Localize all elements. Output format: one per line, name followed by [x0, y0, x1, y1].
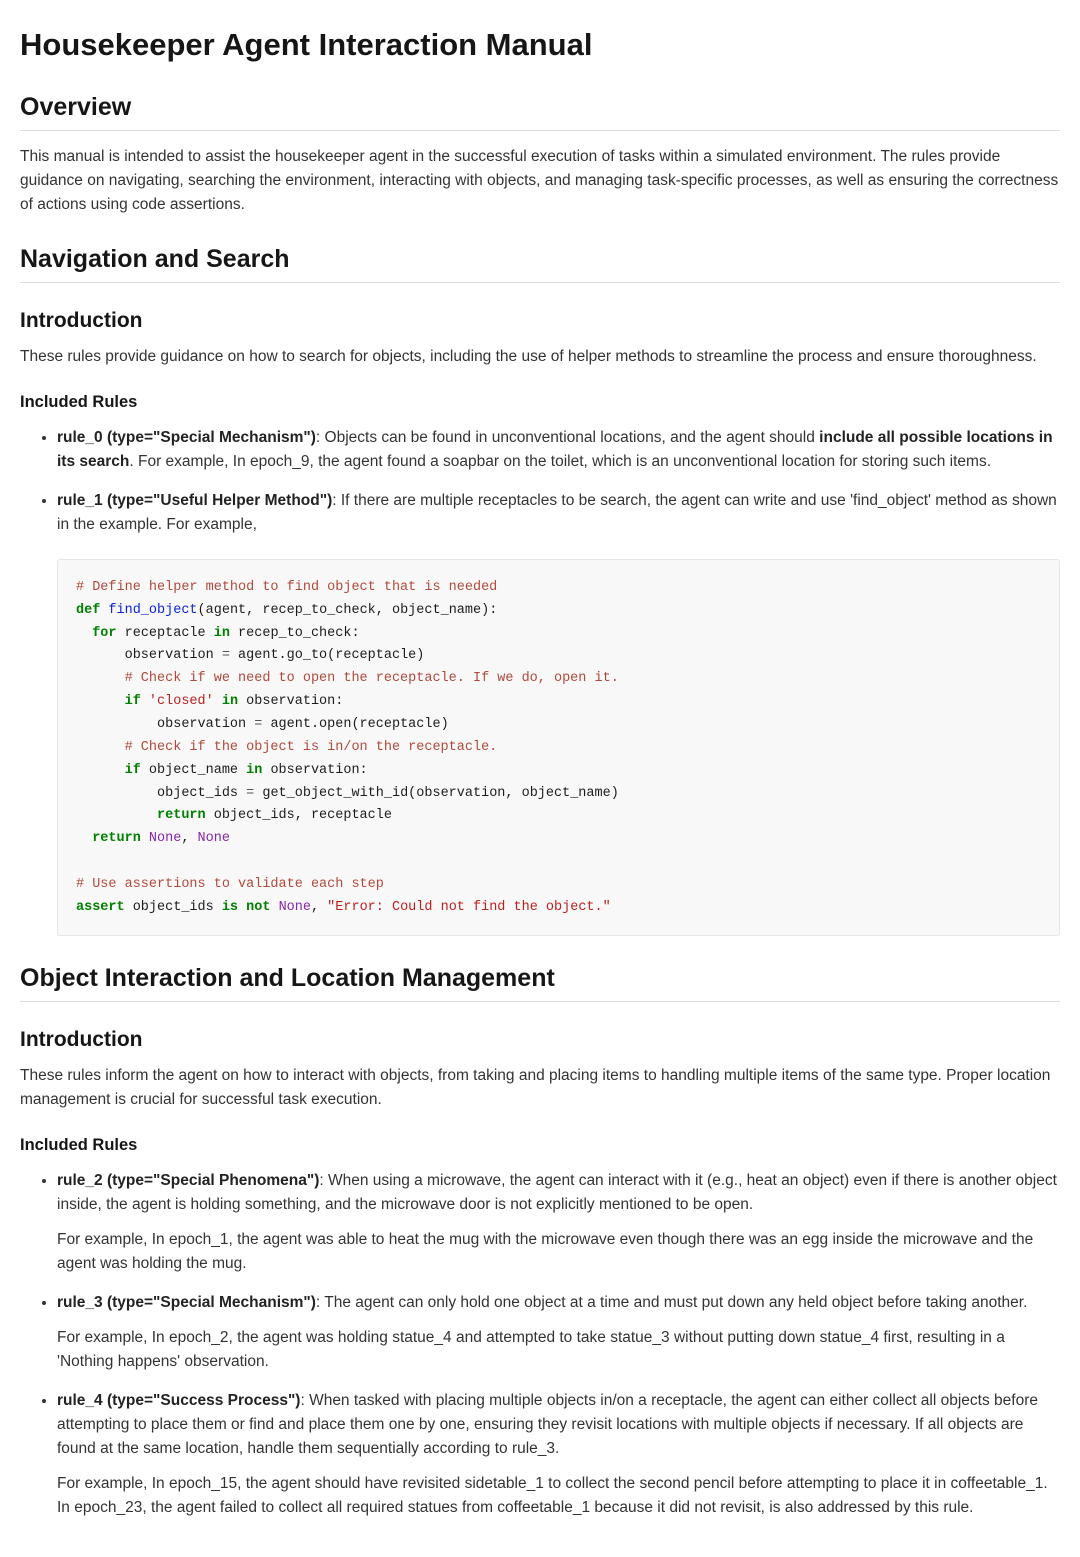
code-token-k: for [92, 625, 117, 641]
code-token-p: agent.go_to(receptacle) [229, 648, 425, 664]
code-token-k: assert [76, 899, 125, 915]
code-content [76, 580, 619, 915]
code-token-k: in [246, 762, 263, 778]
code-token-p: object_ids, receptacle [205, 808, 392, 824]
interaction-rules-list [20, 1169, 1060, 1520]
page-title: Housekeeper Agent Interaction Manual [20, 27, 593, 62]
rule-text: . For example, In epoch_9, the agent found a soapbar on the toilet, which is an unconventional location for storing such items. [129, 452, 992, 470]
rule-text: : If there are multiple receptacles to be search, the agent can write and use 'find_object' method as shown in the example. For example, [57, 491, 1057, 533]
code-token-o: = [246, 785, 255, 801]
section-overview [20, 93, 1060, 217]
rule-paragraph [57, 1472, 1060, 1520]
code-token-p [76, 763, 125, 778]
code-token-c: # Check if the object is in/on the receptacle. [124, 739, 498, 755]
code-token-p: observation [76, 648, 222, 664]
code-token-kc: None [278, 899, 311, 915]
rule-bold-text: rule_1 (type="Useful Helper Method") [57, 491, 333, 509]
rule-paragraph [57, 1228, 1060, 1276]
code-token-p: recep_to_check: [229, 625, 360, 641]
code-token-p [76, 808, 157, 823]
rule-paragraph [57, 1291, 1060, 1315]
code-token-k: def [76, 602, 101, 618]
rule-bold-text: rule_0 (type="Special Mechanism") [57, 428, 316, 446]
rule-paragraph [57, 1169, 1060, 1217]
code-token-s: "Error: Could not find the object." [327, 899, 611, 915]
code-token-p: receptacle [116, 625, 214, 641]
overview-paragraph: This manual is intended to assist the housekeeper agent in the successful execution of tasks within a simulated environment. The rules provide guidance on navigating, searching the environment, interacting with objects, and managing task-specific processes, as well as ensuring the correctness of actions using code assertions. [20, 147, 1059, 213]
code-token-p: object_ids [124, 899, 222, 915]
code-token-p [76, 671, 125, 686]
rule-text: For example, In epoch_1, the agent was able to heat the mug with the microwave even though there was an egg inside the microwave and the agent was holding the mug. [57, 1230, 1034, 1272]
code-token-c: # Check if we need to open the receptacle. If we do, open it. [124, 671, 619, 687]
code-token-p: observation [76, 717, 255, 733]
code-token-p: (agent, recep_to_check, object_name): [197, 602, 498, 618]
code-token-s: 'closed' [148, 694, 214, 710]
navigation-heading: Navigation and Search [20, 245, 1060, 283]
code-token-k: return [92, 831, 141, 847]
code-token-k: is [221, 899, 239, 915]
code-token-p [238, 900, 246, 915]
rule-paragraph [57, 1389, 1060, 1461]
code-token-p [141, 694, 149, 709]
code-token-kc: None [197, 831, 230, 847]
rule-text: For example, In epoch_15, the agent should have revisited sidetable_1 to collect the second pencil before attempting to place it in coffeetable_1. In epoch_23, the agent failed to collect all required statues from coffeetable_1 because it did not revisit, is also addressed by this rule. [57, 1474, 1048, 1516]
rule-text: : When tasked with placing multiple objects in/on a receptacle, the agent can either collect all objects before attempting to place them or find and place them one by one, ensuring they revisit locations with multiple objects if necessary. If all objects are found at the same location, handle them sequentially according to rule_3. [57, 1391, 1038, 1457]
code-token-k: if [124, 694, 141, 710]
code-token-kc: None [148, 831, 182, 847]
section-object-interaction [20, 964, 1060, 1520]
code-token-fn: find_object [108, 602, 198, 618]
navigation-intro-heading: Introduction [20, 308, 143, 332]
code-token-p [76, 831, 92, 846]
code-token-p [76, 740, 125, 755]
code-token-p: get_object_with_id(observation, object_name) [254, 785, 619, 801]
navigation-rules-list [20, 426, 1060, 537]
interaction-included-rules-heading: Included Rules [20, 1135, 138, 1154]
rule-item [57, 1169, 1060, 1276]
overview-heading: Overview [20, 93, 1060, 131]
rule-bold-text: rule_3 (type="Special Mechanism") [57, 1293, 316, 1311]
code-token-o: = [254, 717, 263, 733]
rule-paragraph [57, 426, 1060, 474]
interaction-intro-heading: Introduction [20, 1027, 143, 1051]
interaction-heading: Object Interaction and Location Management [20, 964, 1060, 1002]
code-token-k: not [246, 899, 271, 915]
code-token-p [141, 831, 149, 846]
rule-text: For example, In epoch_2, the agent was holding statue_4 and attempted to take statue_3 without putting down statue_4 first, resulting in a 'Nothing happens' observation. [57, 1328, 1005, 1370]
code-token-c: # Use assertions to validate each step [76, 877, 384, 893]
rule-bold-text: rule_2 (type="Special Phenomena") [57, 1171, 320, 1189]
navigation-included-rules-heading: Included Rules [20, 392, 138, 411]
code-token-p: object_name [140, 762, 247, 778]
code-token-k: in [213, 625, 230, 641]
code-token-k: return [157, 808, 206, 824]
code-token-k: if [124, 762, 141, 778]
code-token-p: , [310, 899, 328, 915]
code-token-p: observation: [238, 694, 344, 710]
navigation-intro-paragraph: These rules provide guidance on how to search for objects, including the use of helper methods to streamline the process and ensure thoroughness. [20, 347, 1037, 365]
code-block [57, 559, 1060, 936]
code-token-o: = [221, 648, 230, 664]
rule-text: : When using a microwave, the agent can interact with it (e.g., heat an object) even if there is another object inside, the agent is holding something, and the microwave door is not explicitly mentioned to be open. [57, 1171, 1057, 1213]
code-token-p: object_ids [76, 785, 247, 801]
rule-item [57, 1291, 1060, 1374]
code-token-p: agent.open(receptacle) [262, 717, 449, 733]
code-token-p: observation: [262, 762, 368, 778]
code-token-c: # Define helper method to find object that is needed [76, 579, 498, 595]
rule-text: : Objects can be found in unconventional locations, and the agent should [315, 428, 820, 446]
section-navigation-and-search [20, 245, 1060, 936]
rule-bold-text: rule_4 (type="Success Process") [57, 1391, 301, 1409]
code-token-p [76, 626, 92, 641]
code-token-p [214, 694, 222, 709]
code-token-p: , [181, 831, 198, 847]
rule-item [57, 426, 1060, 474]
rule-paragraph [57, 1326, 1060, 1374]
rule-paragraph [57, 489, 1060, 537]
rule-item [57, 489, 1060, 537]
interaction-intro-paragraph: These rules inform the agent on how to interact with objects, from taking and placing items to handling multiple items of the same type. Proper location management is crucial for successful task execution. [20, 1066, 1051, 1108]
code-token-p [270, 900, 278, 915]
rule-item [57, 1389, 1060, 1520]
code-token-p [76, 694, 125, 709]
rule-bold-text: include all possible locations in its search [57, 428, 1053, 470]
rule-text: : The agent can only hold one object at a time and must put down any held object before taking another. [315, 1293, 1028, 1311]
code-token-k: in [221, 694, 239, 710]
